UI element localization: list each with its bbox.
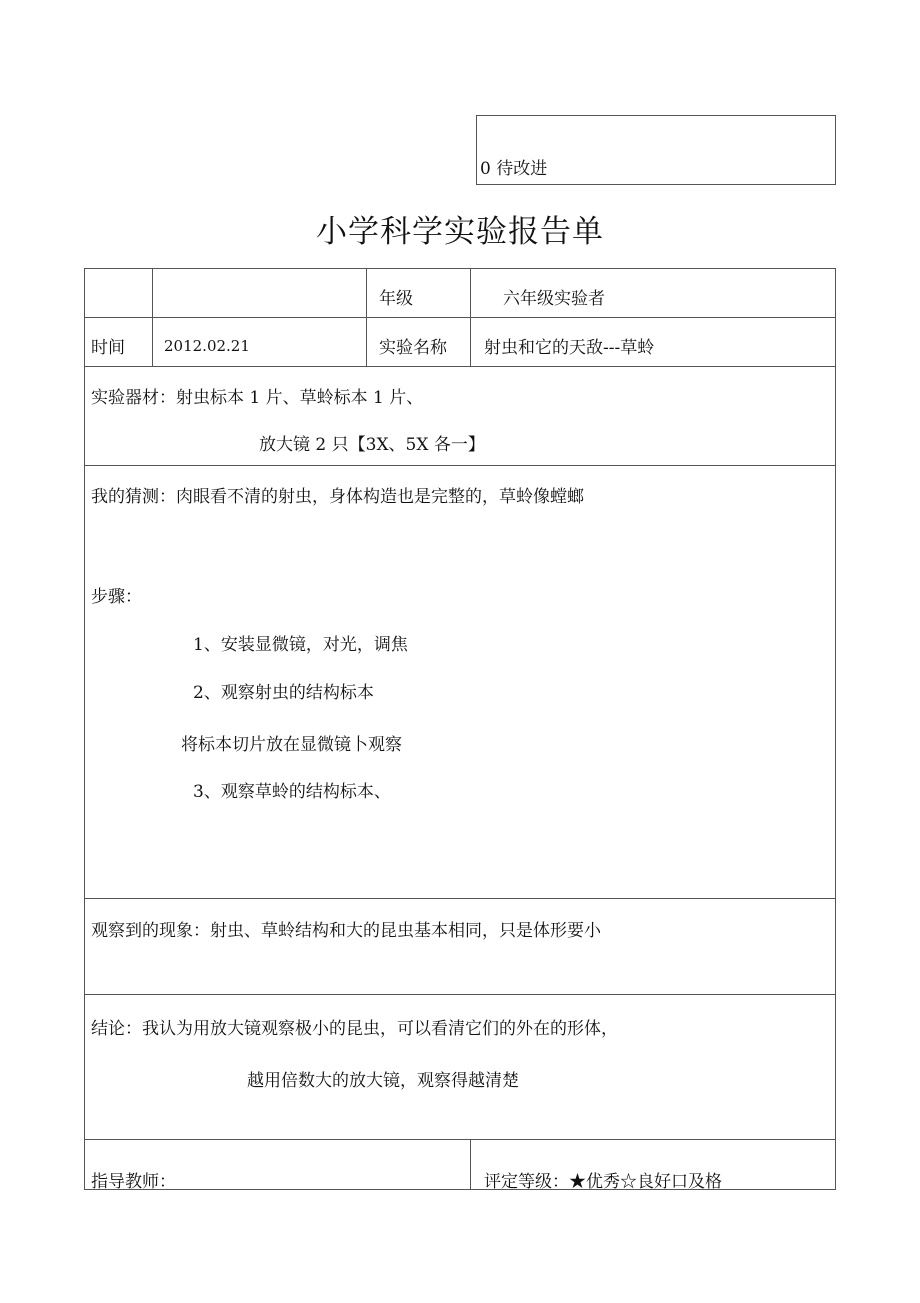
observation-text: 观察到的现象：射虫、草蛉结构和大的昆虫基本相同，只是体形要小 [91, 921, 601, 941]
time-label: 时间 [91, 338, 125, 358]
step-item: 将标本切片放在显微镜卜观察 [181, 735, 402, 755]
status-box [476, 115, 836, 185]
table-border [84, 1189, 836, 1190]
step-item: 1、安装显微镜，对光，调焦 [193, 635, 408, 655]
table-border [470, 1139, 471, 1190]
status-text: 0 待改进 [480, 159, 548, 179]
grade-value: 六年级实验者 [503, 289, 605, 309]
table-border [152, 268, 153, 367]
materials-line2: 放大镜 2 只【3X、5X 各一】 [259, 435, 485, 455]
table-border [84, 994, 836, 995]
guess-text: 我的猜测：肉眼看不清的射虫，身体构造也是完整的，草蛉像螳螂 [91, 487, 584, 507]
experiment-label: 实验名称 [379, 338, 447, 358]
conclusion-line2: 越用倍数大的放大镜，观察得越清楚 [247, 1071, 519, 1091]
table-border [835, 268, 836, 1190]
table-border [84, 1139, 836, 1140]
table-border [84, 366, 836, 367]
table-border [84, 465, 836, 466]
materials-line1: 实验器材：射虫标本 1 片、草蛉标本 1 片、 [91, 388, 424, 408]
time-value: 2012.02.21 [164, 337, 250, 355]
table-border [366, 268, 367, 367]
table-border [84, 898, 836, 899]
teacher-label: 指导教师： [91, 1172, 176, 1192]
table-border [470, 268, 471, 367]
page-title: 小学科学实验报告单 [316, 214, 604, 250]
table-border [84, 268, 836, 269]
steps-label: 步骤： [91, 587, 142, 607]
table-border [84, 317, 836, 318]
step-item: 3、观察草蛉的结构标本、 [193, 782, 391, 802]
rating-text: 评定等级：★优秀☆良好口及格 [484, 1172, 722, 1192]
conclusion-line1: 结论：我认为用放大镜观察极小的昆虫，可以看清它们的外在的形体， [91, 1019, 618, 1039]
experiment-value: 射虫和它的天敌---草蛉 [484, 338, 655, 358]
grade-label: 年级 [379, 289, 413, 309]
step-item: 2、观察射虫的结构标本 [193, 683, 374, 703]
table-border [84, 268, 85, 1190]
